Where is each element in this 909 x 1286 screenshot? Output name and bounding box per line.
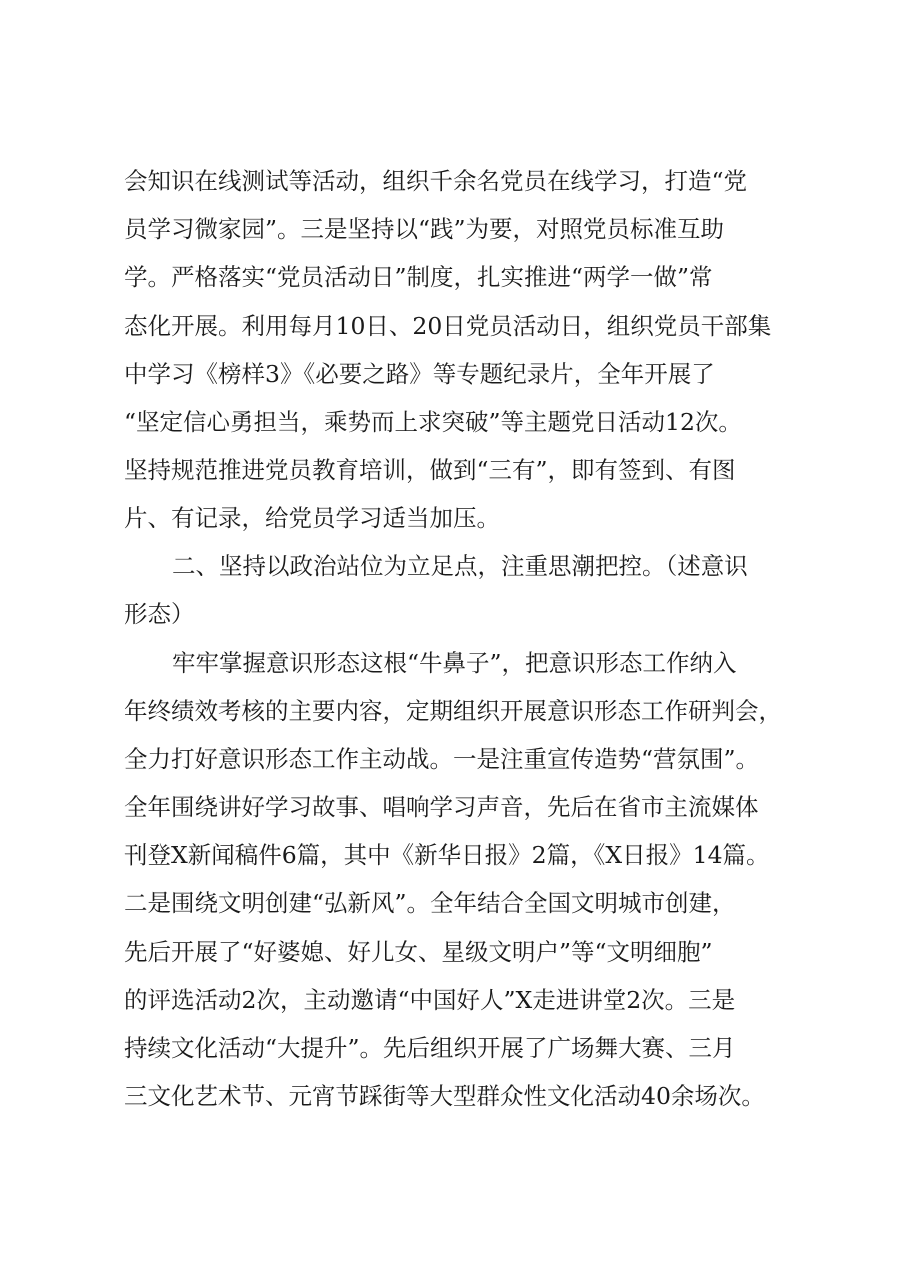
paragraph-line: 全力打好意识形态工作主动战。一是注重宣传造势“营氛围”。	[124, 745, 760, 773]
paragraph-line: 员学习微家园”。三是坚持以“践”为要，对照党员标准互助	[124, 215, 725, 243]
paragraph-line: 先后开展了“好婆媳、好儿女、星级文明户”等“文明细胞”	[124, 938, 713, 966]
paragraph-line: 学。严格落实“党员活动日”制度，扎实推进“两学一做”常	[124, 263, 713, 291]
paragraph-line: 持续文化活动“大提升”。先后组织开展了广场舞大赛、三月	[124, 1034, 736, 1062]
section-heading-line: 形态）	[124, 600, 195, 628]
paragraph-line: 中学习《榜样3》《必要之路》等专题纪录片，全年开展了	[124, 360, 715, 388]
paragraph-line: 全年围绕讲好学习故事、唱响学习声音，先后在省市主流媒体	[124, 793, 759, 821]
paragraph-line: “坚定信心勇担当，乘势而上求突破”等主题党日活动12次。	[124, 408, 742, 436]
paragraph-line: 态化开展。利用每月10日、20日党员活动日，组织党员干部集	[124, 312, 772, 340]
paragraph-line: 会知识在线测试等活动，组织千余名党员在线学习，打造“党	[124, 167, 748, 195]
section-heading-line: 二、坚持以政治站位为立足点，注重思潮把控。（述意识	[172, 552, 748, 580]
paragraph-line: 的评选活动2次，主动邀请“中国好人”X走进讲堂2次。三是	[124, 986, 736, 1014]
paragraph-line: 三文化艺术节、元宵节踩街等大型群众性文化活动40余场次。	[124, 1082, 765, 1110]
paragraph-line: 二是围绕文明创建“弘新风”。全年结合全国文明城市创建，	[124, 889, 736, 917]
paragraph-line: 年终绩效考核的主要内容，定期组织开展意识形态工作研判会，	[124, 697, 782, 725]
paragraph-line: 片、有记录，给党员学习适当加压。	[124, 504, 500, 532]
paragraph-line: 刊登X新闻稿件6篇，其中《新华日报》2篇，《X日报》14篇。	[124, 841, 770, 869]
paragraph-line: 牢牢掌握意识形态这根“牛鼻子”，把意识形态工作纳入	[172, 649, 737, 677]
paragraph-line: 坚持规范推进党员教育培训，做到“三有”，即有签到、有图	[124, 456, 736, 484]
